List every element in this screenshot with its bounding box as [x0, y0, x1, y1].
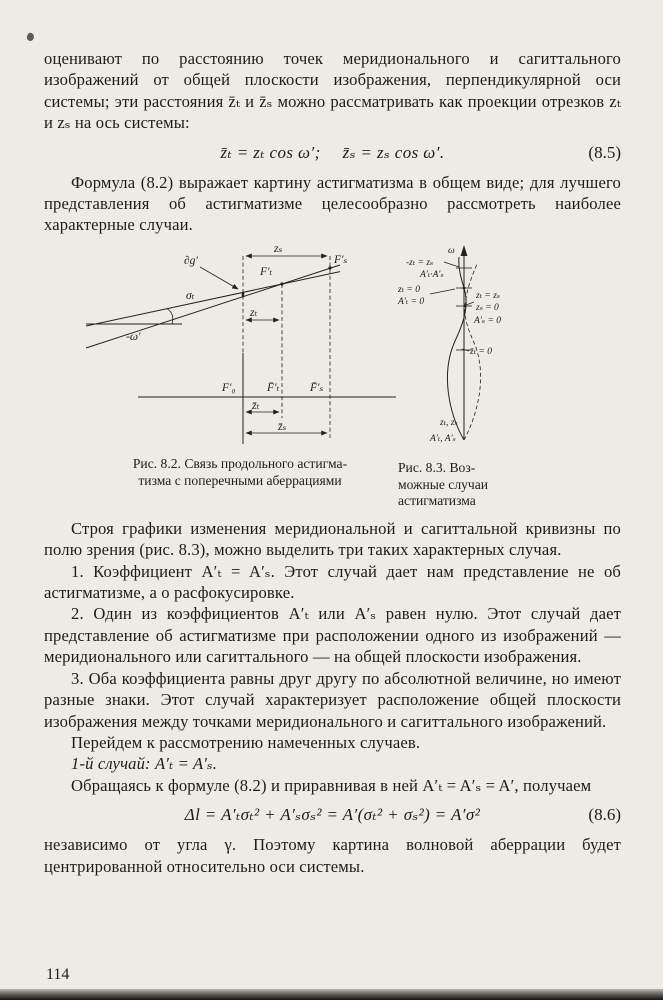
dg-leader-arrow	[200, 267, 238, 289]
list-item-3: 3. Оба коэффициента равны друг другу по абсолютной величине, но имеют разные знаки. Этот случай характеризует расположение общей плоскости изображения между точками меридионального и сагиттального изображений.	[44, 668, 621, 731]
curve-axis-crossing-1	[463, 286, 466, 289]
label-fs: F′ₛ	[334, 253, 348, 266]
label-leader-2	[430, 289, 455, 294]
label-ztbar-zero: z̄ₜ = 0	[470, 346, 492, 357]
curve-axis-crossing-2	[464, 304, 467, 307]
label-zt-eq-zs: zₜ = zₛ	[476, 290, 501, 301]
label-dg: ∂g′	[184, 254, 198, 267]
figure-8-2-caption	[82, 456, 398, 490]
list-item-1: 1. Коэффициент A′ₜ = A′ₛ. Этот случай дает нам представление не об астигматизме, а о расфокусировке.	[44, 561, 621, 603]
paragraph-three-cases: Строя графики изменения меридиональной и сагиттальной кривизны по полю зрения (рис. 8.3), можно выделить три таких характерных случая.	[44, 518, 621, 560]
label-sigma-t: σₜ	[186, 289, 195, 302]
meridional-ray-lower	[86, 271, 340, 325]
figure-8-3-caption-line-2: можные случаи	[398, 476, 489, 492]
label-at-dot-as: A′ₜ·A′ₛ	[420, 269, 444, 280]
label-at-zero: A′ₜ = 0	[398, 296, 425, 307]
figure-8-3-caption	[396, 460, 531, 510]
paragraph-transition: Перейдем к рассмотрению намеченных случаев.	[71, 732, 421, 752]
label-zs: zₛ	[274, 242, 283, 255]
paragraph-conclusion: независимо от угла γ. Поэтому картина волновой аберрации будет центрированной относительно оси системы.	[44, 835, 621, 876]
label-at-as-bottom: A′ₜ, A′ₛ	[430, 433, 456, 444]
figure-8-2-caption-line-2: тизма с поперечными аберрациями	[138, 472, 342, 488]
label-omega-axis: ω	[448, 245, 455, 256]
label-f0: F′₀	[222, 381, 236, 394]
scan-artifact	[26, 32, 35, 42]
equation-8-6	[44, 802, 621, 828]
figures-row	[44, 240, 621, 512]
figure-8-3-diagram	[396, 242, 531, 450]
equation-8-5-body: z̄ₜ = zₜ cos ω′; z̄ₛ = zₛ cos ω′.	[220, 142, 445, 162]
meridional-ray-upper	[86, 265, 340, 348]
label-zt-zs-bottom: zₜ, zₛ	[440, 417, 458, 428]
page-content	[44, 48, 621, 877]
figure-8-2-diagram	[82, 240, 398, 448]
label-fs-bar: F̄′ₛ	[310, 381, 324, 394]
list-item-2: 2. Один из коэффициентов A′ₜ или A′ₛ равен нулю. Этот случай дает представление об астигматизме при расположении одного из изображений — меридионального или сагиттального — на общей плоскости изображения.	[44, 604, 621, 667]
case-1-formula: A′ₜ = A′ₛ.	[155, 754, 218, 774]
paragraph-formula-82: Формула (8.2) выражает картину астигматизма в общем виде; для лучшего представления об астигматизме целесообразно рассмотреть наиболее характерные случаи.	[44, 172, 621, 235]
meridional-curvature-curve	[447, 257, 466, 440]
sagittal-focus-point	[328, 266, 331, 269]
label-zt-bar: z̄ₜ	[252, 399, 260, 412]
figure-8-3-caption-line-1: Рис. 8.3. Воз-	[398, 459, 476, 475]
figure-8-2	[82, 240, 398, 490]
label-leader-3	[466, 302, 474, 305]
meridional-focus-point	[280, 282, 283, 285]
label-zs-bar: z̄ₛ	[278, 420, 287, 433]
label-zs-zero: zₛ = 0	[476, 302, 499, 313]
equation-8-6-number: (8.6)	[588, 805, 621, 825]
equation-8-5	[44, 140, 621, 166]
figure-8-3-caption-line-3: астигматизма	[398, 493, 476, 509]
book-edge-shadow	[0, 989, 663, 1000]
equation-8-6-body: Δl = A′ₜσₜ² + A′ₛσₛ² = A′(σₜ² + σₛ²) = A′σ²	[184, 805, 481, 825]
equation-8-5-number: (8.5)	[588, 142, 621, 162]
label-minus-omega: -ω′	[126, 330, 141, 343]
figure-8-2-caption-line-1: Рис. 8.2. Связь продольного астигма-	[132, 455, 348, 471]
case-1-label: 1-й случай:	[71, 754, 151, 774]
label-ft: F′ₜ	[260, 265, 273, 278]
paragraph-derivation: Обращаясь к формуле (8.2) и приравнивая в ней A′ₜ = A′ₛ = A′, получаем	[71, 775, 592, 795]
label-zt: zₜ	[250, 306, 258, 319]
label-leader-1	[444, 262, 459, 267]
page-number: 114	[46, 966, 70, 983]
paragraph-intro: оценивают по расстоянию точек меридионального и сагиттального изображений от общей плоскости изображения, перпендикулярной оси системы; эти расстояния z̄ₜ и z̄ₛ можно рассматривать как проекции отрезков zₜ и zₛ на ось системы:	[44, 49, 621, 133]
case-1-heading	[44, 753, 621, 774]
label-ft-bar: F̄′ₜ	[267, 381, 280, 394]
label-minus-zt-eq-zs: -zₜ = zₛ	[406, 257, 434, 268]
label-as-zero: A′ₛ = 0	[474, 315, 501, 326]
figure-8-3	[396, 242, 531, 510]
label-zt-zero: zₜ = 0	[398, 284, 420, 295]
axis-arrowhead	[461, 245, 468, 256]
